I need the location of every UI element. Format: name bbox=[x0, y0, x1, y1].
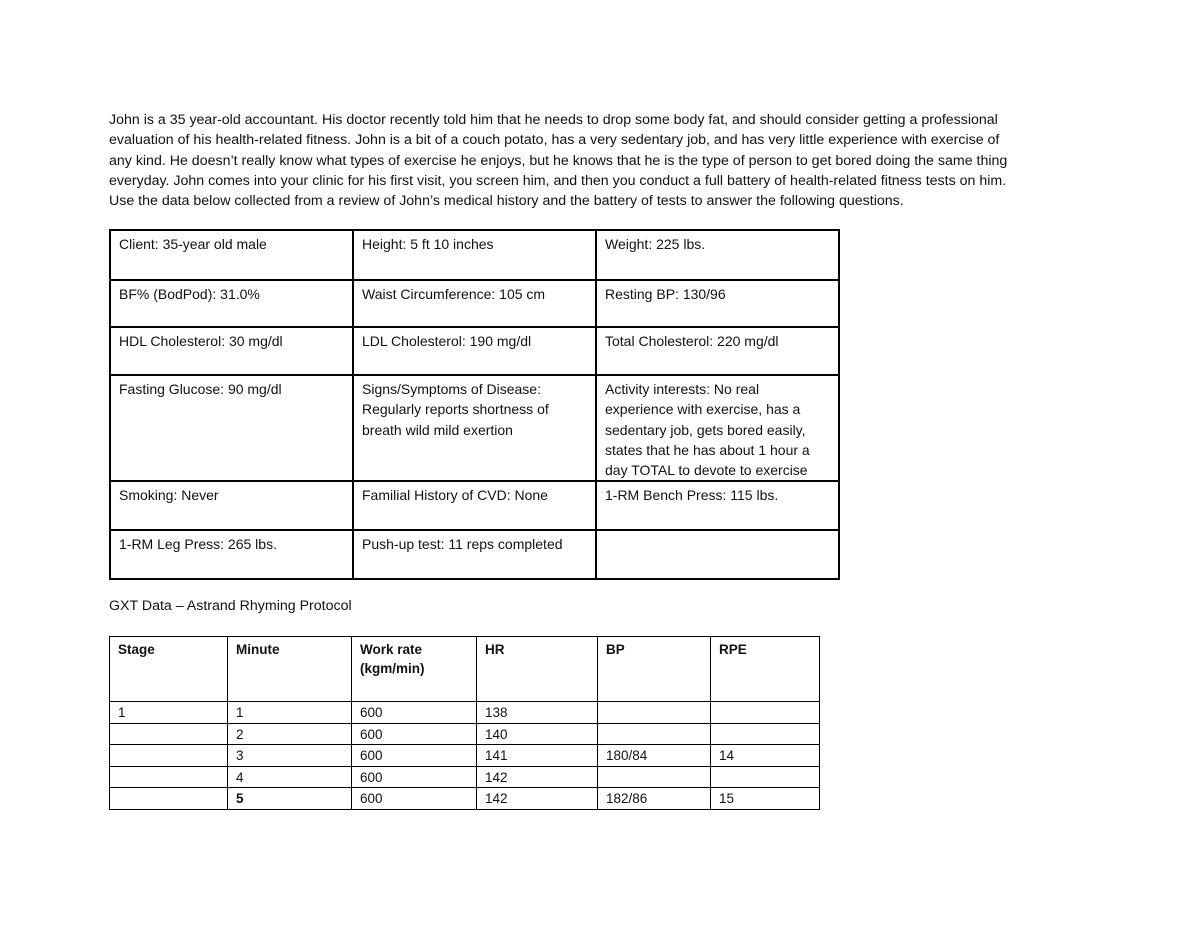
column-header-bp: BP bbox=[598, 637, 711, 702]
table-cell: 4 bbox=[228, 766, 352, 788]
table-cell: Familial History of CVD: None bbox=[353, 481, 596, 530]
table-cell: 141 bbox=[477, 745, 598, 767]
table-cell bbox=[711, 723, 820, 745]
table-cell: 138 bbox=[477, 702, 598, 724]
case-description bbox=[109, 110, 1099, 211]
table-row bbox=[110, 327, 839, 375]
table-cell: 600 bbox=[352, 723, 477, 745]
table-cell: 1-RM Bench Press: 115 lbs. bbox=[596, 481, 839, 530]
column-header-rpe: RPE bbox=[711, 637, 820, 702]
table-cell: 1-RM Leg Press: 265 lbs. bbox=[110, 530, 353, 579]
case-line: John is a 35 year-old accountant. His doctor recently told him that he needs to drop some body fat, and should consider getting a professional bbox=[109, 112, 998, 128]
column-header-minute: Minute bbox=[228, 637, 352, 702]
case-line: evaluation of his health-related fitness. John is a bit of a couch potato, has a very sedentary job, and has very little experience with exercise of bbox=[109, 132, 1000, 149]
table-cell: 600 bbox=[352, 745, 477, 767]
table-row bbox=[110, 745, 820, 767]
table-cell: 1 bbox=[110, 702, 228, 724]
table-cell: Smoking: Never bbox=[110, 481, 353, 530]
table-cell: Weight: 225 lbs. bbox=[596, 230, 839, 280]
table-cell bbox=[110, 788, 228, 810]
table-cell: Fasting Glucose: 90 mg/dl bbox=[110, 375, 353, 481]
table-row bbox=[110, 530, 839, 579]
table-cell: 600 bbox=[352, 702, 477, 724]
table-cell: BF% (BodPod): 31.0% bbox=[110, 280, 353, 327]
column-header-stage: Stage bbox=[110, 637, 228, 702]
table-cell bbox=[711, 766, 820, 788]
table-cell: Client: 35-year old male bbox=[110, 230, 353, 280]
case-line: any kind. He doesn’t really know what types of exercise he enjoys, but he knows that he is the type of person to get bored doing the same thing bbox=[109, 152, 1008, 169]
table-row bbox=[110, 702, 820, 724]
table-cell: 15 bbox=[711, 788, 820, 810]
table-cell: Push-up test: 11 reps completed bbox=[353, 530, 596, 579]
table-cell: 2 bbox=[228, 723, 352, 745]
case-line: Use the data below collected from a review of John’s medical history and the battery of tests to answer the following questions. bbox=[109, 193, 904, 210]
table-cell: Resting BP: 130/96 bbox=[596, 280, 839, 327]
gxt-data-table bbox=[109, 636, 820, 810]
table-cell bbox=[598, 723, 711, 745]
client-data-table bbox=[109, 229, 840, 580]
table-cell: 14 bbox=[711, 745, 820, 767]
table-cell: 142 bbox=[477, 766, 598, 788]
table-header-row bbox=[110, 637, 820, 702]
table-cell bbox=[598, 702, 711, 724]
table-cell: 600 bbox=[352, 766, 477, 788]
column-header-work-rate: Work rate (kgm/min) bbox=[352, 637, 477, 702]
table-cell: 182/86 bbox=[598, 788, 711, 810]
table-cell bbox=[110, 723, 228, 745]
case-line: everyday. John comes into your clinic for his first visit, you screen him, and then you conduct a full battery of health-related fitness tests on him. bbox=[109, 172, 1007, 189]
table-cell bbox=[711, 702, 820, 724]
table-cell: 600 bbox=[352, 788, 477, 810]
gxt-section-title: GXT Data – Astrand Rhyming Protocol bbox=[109, 598, 352, 614]
column-header-hr: HR bbox=[477, 637, 598, 702]
table-cell bbox=[110, 766, 228, 788]
table-cell: 1 bbox=[228, 702, 352, 724]
table-cell: Height: 5 ft 10 inches bbox=[353, 230, 596, 280]
table-row bbox=[110, 766, 820, 788]
table-cell bbox=[110, 745, 228, 767]
table-cell: LDL Cholesterol: 190 mg/dl bbox=[353, 327, 596, 375]
table-row bbox=[110, 375, 839, 481]
table-cell: 3 bbox=[228, 745, 352, 767]
table-cell: Activity interests: No real experience with exercise, has a sedentary job, gets bored easily, states that he has about 1 hour a day TOTAL to devote to exercise bbox=[596, 375, 839, 481]
table-row bbox=[110, 481, 839, 530]
table-cell: Signs/Symptoms of Disease: Regularly reports shortness of breath wild mild exertion bbox=[353, 375, 596, 481]
table-row bbox=[110, 280, 839, 327]
table-cell bbox=[596, 530, 839, 579]
table-cell: HDL Cholesterol: 30 mg/dl bbox=[110, 327, 353, 375]
table-row bbox=[110, 723, 820, 745]
table-cell: 5 bbox=[228, 788, 352, 810]
table-row bbox=[110, 788, 820, 810]
table-cell: 140 bbox=[477, 723, 598, 745]
table-cell: Waist Circumference: 105 cm bbox=[353, 280, 596, 327]
table-row bbox=[110, 230, 839, 280]
table-cell: 142 bbox=[477, 788, 598, 810]
table-cell: 180/84 bbox=[598, 745, 711, 767]
table-cell bbox=[598, 766, 711, 788]
table-cell: Total Cholesterol: 220 mg/dl bbox=[596, 327, 839, 375]
